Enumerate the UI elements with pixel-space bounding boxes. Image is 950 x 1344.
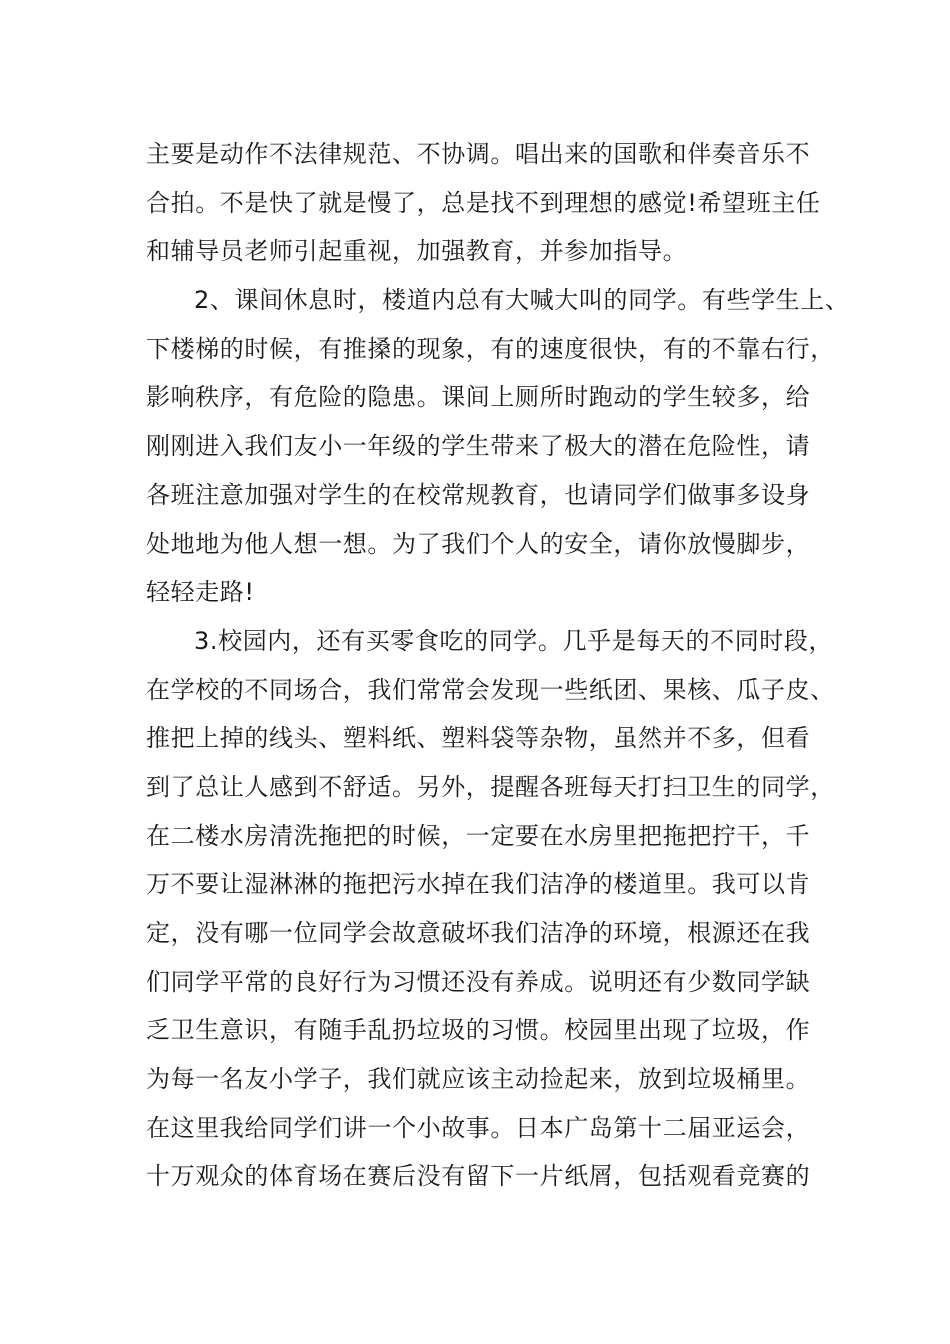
text-line: 轻轻走路! [146, 578, 255, 607]
text-line: 们同学平常的良好行为习惯还没有养成。说明还有少数同学缺 [146, 967, 811, 996]
text-line: 推把上掉的线头、塑料纸、塑料袋等杂物，虽然并不多，但看 [146, 724, 811, 753]
paragraph-start-line: 3.校园内，还有买零食吃的同学。几乎是每天的不同时段， [194, 626, 834, 655]
text-line: 在二楼水房清洗拖把的时候，一定要在水房里把拖把拧干，千 [146, 821, 811, 850]
text-line: 万不要让湿淋淋的拖把污水掉在我们洁净的楼道里。我可以肯 [146, 870, 811, 899]
text-line: 在这里我给同学们讲一个小故事。日本广岛第十二届亚运会， [146, 1113, 811, 1142]
text-line: 影响秩序，有危险的隐患。课间上厕所时跑动的学生较多，给 [146, 383, 811, 412]
paragraph-start-line: 2、课间休息时，楼道内总有大喊大叫的同学。有些学生上、 [194, 286, 850, 315]
text-line: 为每一名友小学子，我们就应该主动捡起来，放到垃圾桶里。 [146, 1065, 811, 1094]
text-line: 和辅导员老师引起重视，加强教育，并参加指导。 [146, 237, 688, 266]
text-line: 十万观众的体育场在赛后没有留下一片纸屑，包括观看竞赛的 [146, 1162, 811, 1191]
text-line: 刚刚进入我们友小一年级的学生带来了极大的潜在危险性，请 [146, 432, 811, 461]
text-line: 在学校的不同场合，我们常常会发现一些纸团、果核、瓜子皮、 [146, 675, 835, 704]
text-line: 主要是动作不法律规范、不协调。唱出来的国歌和伴奏音乐不 [146, 140, 811, 168]
text-line: 处地地为他人想一想。为了我们个人的安全，请你放慢脚步， [146, 529, 811, 558]
text-line: 乏卫生意识，有随手乱扔垃圾的习惯。校园里出现了垃圾，作 [146, 1016, 811, 1045]
text-line: 下楼梯的时候，有推搡的现象，有的速度很快，有的不靠右行， [146, 334, 835, 363]
text-line: 到了总让人感到不舒适。另外，提醒各班每天打扫卫生的同学， [146, 772, 835, 801]
text-line: 定，没有哪一位同学会故意破坏我们洁净的环境，根源还在我 [146, 919, 811, 947]
text-line: 各班注意加强对学生的在校常规教育，也请同学们做事多设身 [146, 480, 811, 509]
text-line: 合拍。不是快了就是慢了，总是找不到理想的感觉!希望班主任 [146, 188, 821, 217]
body-text [146, 130, 850, 1201]
